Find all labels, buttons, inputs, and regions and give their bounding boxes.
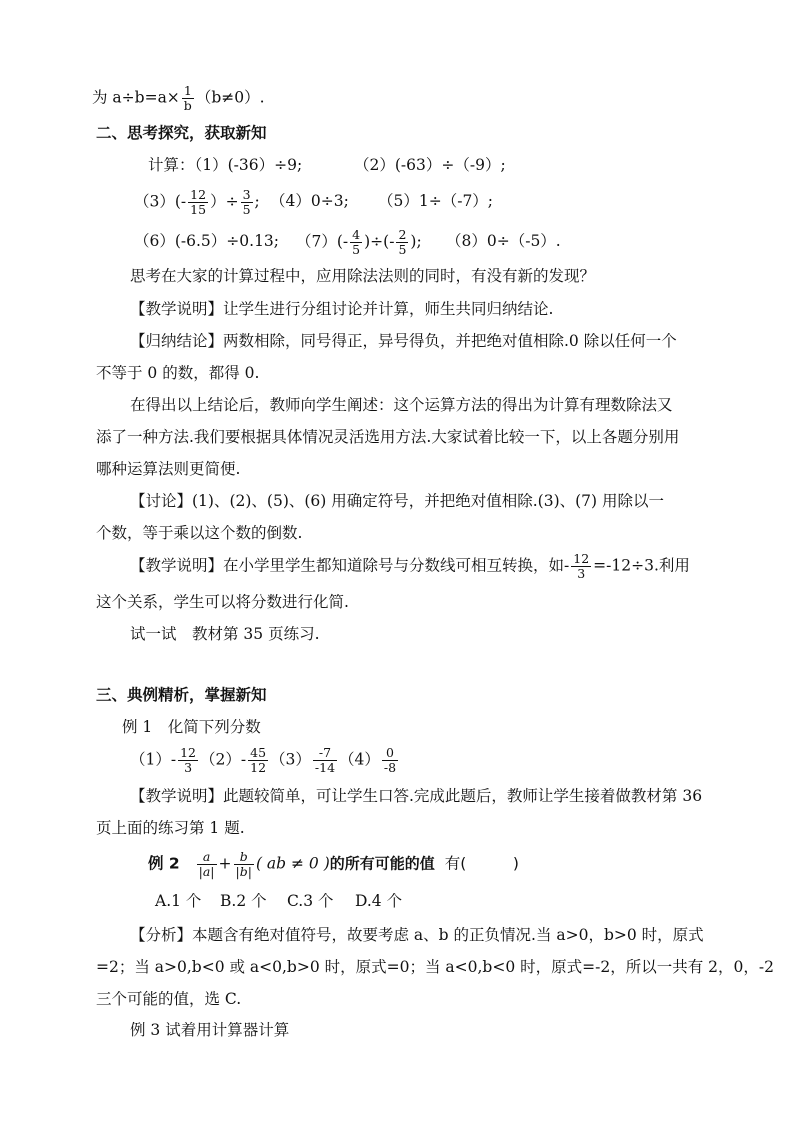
fraction-one-over-b: $\frac{1}{b}$	[183, 83, 192, 113]
option-b: B.2 个	[220, 892, 267, 910]
option-d: D.4 个	[355, 892, 403, 910]
section2-heading: 二、思考探究，获取新知	[96, 123, 267, 142]
condition-ab-nonzero: ( ab ≠ 0 )	[255, 854, 330, 873]
conclusion-line-1: 【归纳结论】两数相除，同号得正，异号得负，并把绝对值相除.0 除以任何一个	[130, 332, 677, 350]
section3-heading: 三、典例精析，掌握新知	[96, 685, 267, 704]
teaching-note-2-line-1: 【教学说明】在小学里学生都知道除号与分数线可相互转换，如- $\frac{12}{3}$ =-12÷3.利用	[130, 551, 690, 581]
explanation-line-1: 在得出以上结论后，教师向学生阐述：这个运算方法的得出为计算有理数除法又	[130, 396, 673, 414]
fraction-12-15: $\frac{12}{15}$	[190, 187, 207, 217]
fraction-4-5: $\frac{4}{5}$	[352, 227, 361, 257]
answer-blank: 有( )	[444, 854, 519, 873]
teaching-note-2-line-2: 这个关系，学生可以将分数进行化简.	[96, 593, 349, 611]
analysis-line-2: =2；当 a>0,b<0 或 a<0,b>0 时，原式=0；当 a<0,b<0 时，原式=-2，所以一共有 2，0，-2	[96, 958, 774, 976]
discussion-line-2: 个数，等于乘以这个数的倒数.	[96, 524, 303, 542]
calc-line-1: 计算：（1）(-36）÷9;	[148, 156, 303, 174]
teaching-note-3-line-2: 页上面的练习第 1 题.	[96, 819, 245, 837]
try-it: 试一试 教材第 35 页练习.	[130, 625, 320, 643]
fraction-3-5: $\frac{3}{5}$	[242, 187, 251, 217]
intro-line: 为 a÷b=a× $\frac{1}{b}$ （b≠0）.	[92, 83, 265, 113]
example-2: 例 2 $\frac{a}{|a|}$ + $\frac{b}{|b|}$ ( ab ≠ 0 )的所有可能的值 有( )	[148, 849, 519, 879]
fraction-b-over-abs-b: $\frac{b}{|b|}$	[235, 849, 252, 879]
fraction-a-over-abs-a: $\frac{a}{|a|}$	[198, 849, 215, 879]
teaching-note-1: 【教学说明】让学生进行分组讨论并计算，师生共同归纳结论.	[130, 300, 554, 318]
explanation-line-3: 哪种运算法则更简便.	[96, 460, 241, 478]
fraction-neg-45-12: $\frac{45}{12}$	[250, 745, 267, 775]
analysis-line-3: 三个可能的值，选 C.	[96, 990, 242, 1008]
calc-item-5: （5）1÷（-7）;	[378, 192, 494, 210]
example-3-title: 例 3 试着用计算器计算	[130, 1021, 290, 1039]
calc-item-7: （7）(- $\frac{4}{5}$ )÷(- $\frac{2}{5}$ );	[296, 227, 422, 257]
think-paragraph: 思考在大家的计算过程中，应用除法法则的同时，有没有新的发现？	[130, 267, 596, 285]
fraction-2-5: $\frac{2}{5}$	[398, 227, 407, 257]
calc-item-6: （6）(-6.5）÷0.13;	[134, 232, 280, 250]
example-1-title: 例 1 化简下列分数	[122, 718, 261, 736]
option-c: C.3 个	[287, 892, 334, 910]
calc-item-3: （3）(- $\frac{12}{15}$ ）÷ $\frac{3}{5}$ ;	[134, 187, 260, 217]
option-a: A.1 个	[155, 892, 202, 910]
analysis-line-1: 【分析】本题含有绝对值符号，故要考虑 a、b 的正负情况.当 a>0，b>0 时，原式	[130, 926, 704, 944]
calc-item-4: （4）0÷3;	[270, 192, 349, 210]
explanation-line-2: 添了一种方法.我们要根据具体情况灵活选用方法.大家试着比较一下，以上各题分别用	[96, 428, 680, 446]
discussion-line-1: 【讨论】(1)、(2)、(5)、(6) 用确定符号，并把绝对值相除.(3)、(7) 用除以一	[130, 492, 665, 510]
fraction-neg-12-3: $\frac{12}{3}$	[180, 745, 197, 775]
fraction-0-neg8: $\frac{0}{-8}$	[383, 745, 397, 775]
fraction-neg7-neg14: $\frac{-7}{-14}$	[314, 745, 336, 775]
example-1-fractions: （1）- $\frac{12}{3}$ （2）- $\frac{45}{12}$ （3） $\frac{-7}{-14}$ （4） $\frac{0}{-8}$	[130, 745, 397, 775]
teaching-note-3-line-1: 【教学说明】此题较简单，可让学生口答.完成此题后，教师让学生接着做教材第 36	[130, 787, 703, 805]
calc-item-2: （2）(-63）÷（-9）;	[354, 156, 506, 174]
conclusion-line-2: 不等于 0 的数，都得 0.	[96, 364, 260, 382]
fraction-12-3: $\frac{12}{3}$	[573, 551, 590, 581]
calc-item-8: （8）0÷（-5）.	[446, 232, 561, 250]
example-2-question: 的所有可能的值	[329, 854, 435, 873]
example-2-label: 例 2	[148, 854, 180, 873]
